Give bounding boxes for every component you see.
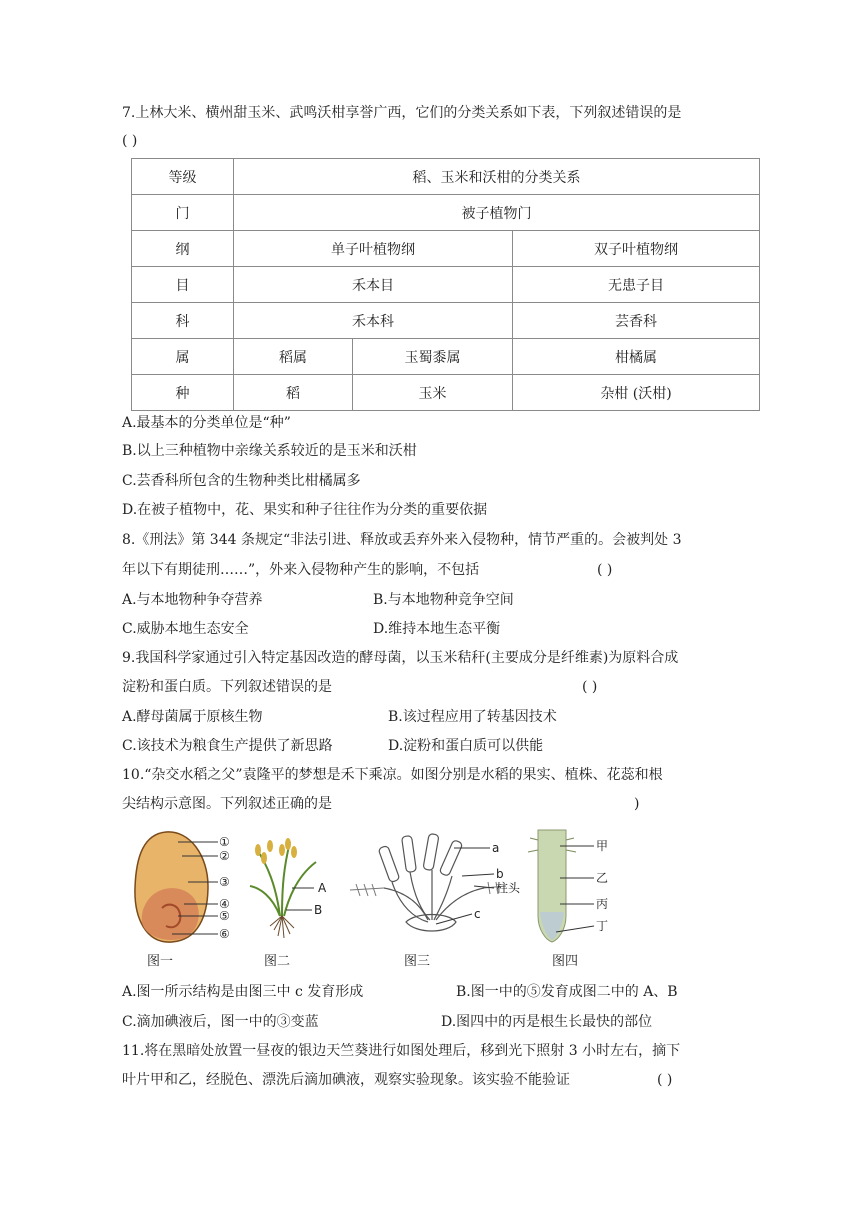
q10-option-b: B.图一中的⑤发育成图二中的 A、B: [456, 984, 678, 1000]
table-row: [132, 267, 760, 303]
fig4-label-yi: 乙: [596, 871, 609, 885]
table-cell: 无患子目: [513, 267, 760, 303]
q9-option-b: B.该过程应用了转基因技术: [388, 709, 557, 725]
fig2-caption: 图二: [264, 954, 291, 969]
fig2-label-a: A: [318, 881, 327, 895]
table-cell: 被子植物门: [234, 195, 760, 231]
q7-option-a: A.最基本的分类单位是“种”: [122, 415, 291, 431]
table-row: [132, 195, 760, 231]
q10-option-a: A.图一所示结构是由图三中 c 发育形成: [122, 984, 364, 1000]
table-cell: 科: [132, 303, 234, 339]
table-cell: 玉蜀黍属: [353, 339, 513, 375]
classification-table: [131, 158, 760, 411]
fig1-label-4: ④: [219, 897, 230, 911]
table-cell: 目: [132, 267, 234, 303]
fig1-label-2: ②: [219, 849, 230, 863]
table-cell: 芸香科: [513, 303, 760, 339]
q11-stem-line2: 叶片甲和乙，经脱色、漂洗后滴加碘液，观察实验现象。该实验不能验证: [122, 1072, 570, 1088]
q7-option-d: D.在被子植物中，花、果实和种子往往作为分类的重要依据: [122, 502, 488, 518]
rice-plant-figure: [246, 826, 336, 946]
fig2-label-b: B: [314, 903, 323, 917]
q10-stem-line1: 10.“杂交水稻之父”袁隆平的梦想是禾下乘凉。如图分别是水稻的果实、植株、花蕊和根: [122, 767, 663, 783]
table-row: [132, 375, 760, 411]
fig1-label-3: ③: [219, 875, 230, 889]
table-cell: 双子叶植物纲: [513, 231, 760, 267]
q8-stem-line1: 8.《刑法》第 344 条规定“非法引进、释放或丢弃外来入侵物种，情节严重的。会被判处 3: [122, 532, 682, 548]
fig4-label-ding: 丁: [596, 919, 609, 933]
fig3-label-c: c: [474, 907, 481, 921]
table-cell: 纲: [132, 231, 234, 267]
q10-option-c: C.滴加碘液后，图一中的③变蓝: [122, 1014, 319, 1030]
fig1-label-6: ⑥: [219, 927, 230, 941]
q7-stem-line1: 7.上林大米、横州甜玉米、武鸣沃柑享誉广西，它们的分类关系如下表，下列叙述错误的是: [122, 105, 682, 121]
table-row: [132, 231, 760, 267]
q7-option-c: C.芸香科所包含的生物种类比柑橘属多: [122, 473, 361, 489]
q9-answer-paren: ( ): [582, 679, 598, 695]
fig4-caption: 图四: [552, 954, 579, 969]
q7-answer-paren: ( ): [122, 133, 138, 149]
q8-stem-line2: 年以下有期徒刑……”，外来入侵物种产生的影响，不包括: [122, 562, 480, 578]
q11-answer-paren: ( ): [657, 1072, 673, 1088]
table-cell: 单子叶植物纲: [234, 231, 513, 267]
q7-option-b: B.以上三种植物中亲缘关系较近的是玉米和沃柑: [122, 443, 417, 459]
table-cell: 柑橘属: [513, 339, 760, 375]
q9-option-d: D.淀粉和蛋白质可以供能: [388, 738, 544, 754]
table-row: [132, 159, 760, 195]
table-cell: 门: [132, 195, 234, 231]
fig4-label-bing: 丙: [596, 897, 609, 911]
q8-option-b: B.与本地物种竞争空间: [373, 592, 514, 608]
q9-option-c: C.该技术为粮食生产提供了新思路: [122, 738, 333, 754]
rice-flower-figure: [344, 826, 521, 946]
q11-stem-line1: 11.将在黑暗处放置一昼夜的银边天竺葵进行如图处理后，移到光下照射 3 小时左右，摘下: [122, 1043, 681, 1059]
table-row: [132, 303, 760, 339]
fig3-label-stigma: 柱头: [496, 881, 521, 895]
q9-option-a: A.酵母菌属于原核生物: [122, 709, 263, 725]
fig1-label-1: ①: [219, 835, 230, 849]
fig4-label-jia: 甲: [596, 839, 609, 853]
q8-option-c: C.威胁本地生态安全: [122, 621, 249, 637]
table-cell: 稻属: [234, 339, 353, 375]
table-cell: 属: [132, 339, 234, 375]
table-cell: 禾本科: [234, 303, 513, 339]
root-tip-figure: [524, 826, 620, 946]
table-cell: 玉米: [353, 375, 513, 411]
table-cell: 等级: [132, 159, 234, 195]
q8-answer-paren: ( ): [597, 562, 613, 578]
q8-option-a: A.与本地物种争夺营养: [122, 592, 263, 608]
q10-stem-line2: 尖结构示意图。下列叙述正确的是: [122, 796, 332, 812]
q8-option-d: D.维持本地生态平衡: [373, 621, 501, 637]
table-cell: 稻: [234, 375, 353, 411]
table-cell: 种: [132, 375, 234, 411]
table-cell: 杂柑 (沃柑): [513, 375, 760, 411]
table-cell: 禾本目: [234, 267, 513, 303]
q9-stem-line2: 淀粉和蛋白质。下列叙述错误的是: [122, 679, 332, 695]
rice-grain-figure: [128, 826, 238, 946]
table-row: [132, 339, 760, 375]
fig3-label-b: b: [496, 867, 504, 881]
table-cell: 稻、玉米和沃柑的分类关系: [234, 159, 760, 195]
fig1-caption: 图一: [147, 954, 174, 969]
fig3-caption: 图三: [404, 954, 431, 969]
fig1-label-5: ⑤: [219, 909, 230, 923]
q10-answer-paren: ): [634, 796, 640, 812]
q9-stem-line1: 9.我国科学家通过引入特定基因改造的酵母菌，以玉米秸秆(主要成分是纤维素)为原料合成: [122, 650, 679, 666]
q10-option-d: D.图四中的丙是根生长最快的部位: [441, 1014, 653, 1030]
fig3-label-a: a: [492, 841, 500, 855]
